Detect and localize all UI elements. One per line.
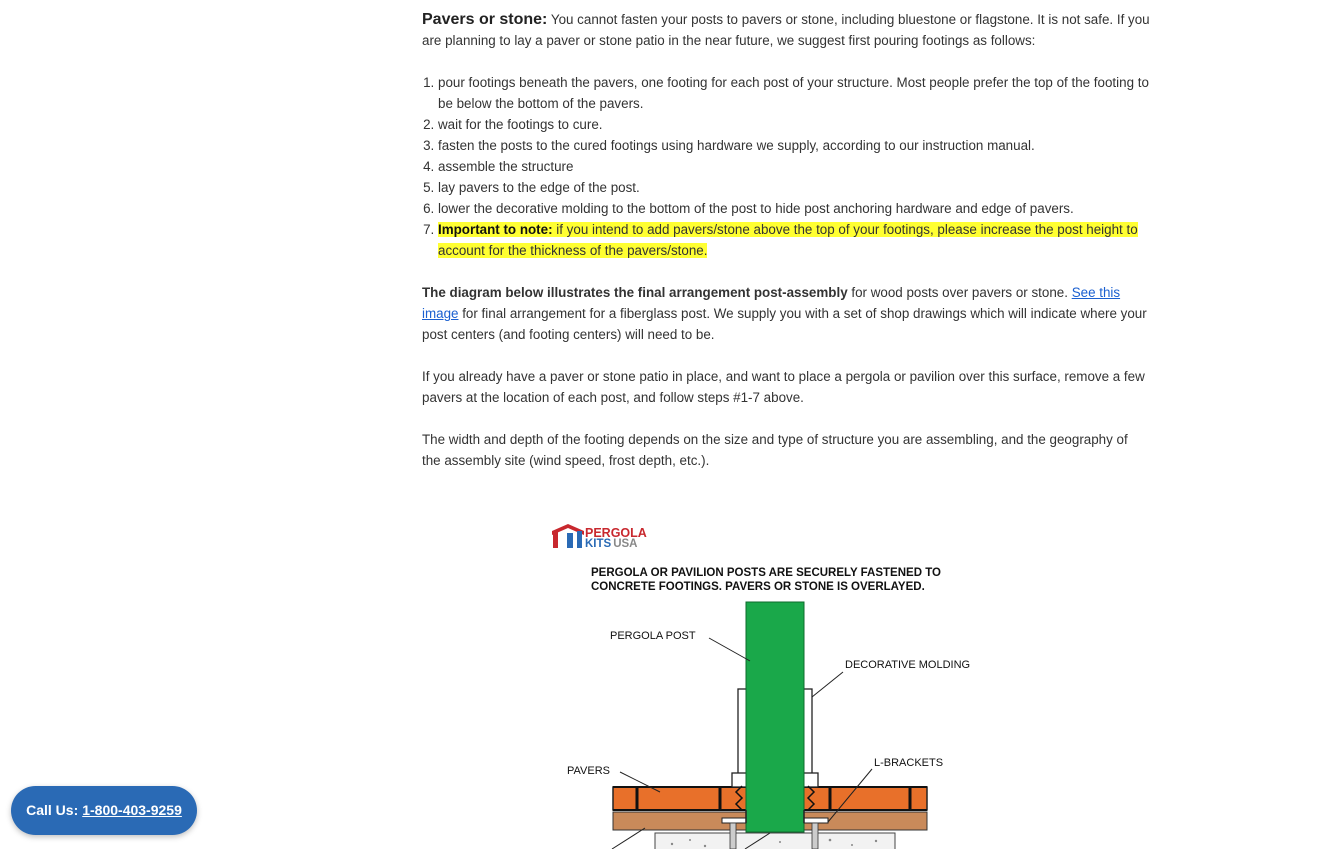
diagram-explanation-text-2: for final arrangement for a fiberglass post. We supply you with a set of shop drawings which will indicate where your post centers (and footing centers) will need to be.	[422, 306, 1147, 342]
leader-molding	[812, 672, 843, 697]
call-us-label: Call Us:	[26, 802, 79, 818]
article-content	[422, 9, 1150, 471]
existing-patio-paragraph: If you already have a paver or stone patio in place, and want to place a pergola or pavilion over this surface, remove a few pavers at the location of each post, and follow steps #1-7 above.	[422, 369, 1145, 405]
diagram-heading-line-1: PERGOLA OR PAVILION POSTS ARE SECURELY FASTENED TO	[591, 567, 941, 579]
post-footing-diagram	[545, 515, 1005, 849]
list-item: 5. lay pavers to the edge of the post.	[438, 177, 1150, 198]
leader-post	[709, 638, 750, 661]
diagram-explanation-text: for wood posts over pavers or stone.	[847, 285, 1072, 300]
diagram-explanation-paragraph	[422, 282, 1150, 345]
highlighted-note	[438, 222, 1138, 258]
pergola-kits-logo	[552, 524, 647, 550]
label-l-brackets: L-BRACKETS	[874, 757, 944, 769]
intro-text: You cannot fasten your posts to pavers or stone, including bluestone or flagstone. It is not safe. If you are planning to lay a paver or stone patio in the near future, we suggest first pouring footings as follows:	[422, 12, 1150, 48]
phone-link[interactable]: 1-800-403-9259	[82, 802, 182, 818]
list-item-important-note	[438, 219, 1150, 261]
label-decorative-molding: DECORATIVE MOLDING	[845, 659, 971, 671]
intro-paragraph	[422, 9, 1150, 51]
pergola-post	[746, 602, 804, 832]
leader-base	[612, 828, 645, 849]
logo-text-pergola: PERGOLA	[585, 526, 647, 540]
steps-list	[422, 72, 1150, 261]
list-item: 2. wait for the footings to cure.	[438, 114, 1150, 135]
label-pavers: PAVERS	[567, 765, 610, 777]
list-item: 3. fasten the posts to the cured footings using hardware we supply, according to our instruction manual.	[438, 135, 1150, 156]
logo-icon-blue	[567, 533, 573, 548]
list-item: 1. pour footings beneath the pavers, one footing for each post of your structure. Most people prefer the top of the footing to be below the bottom of the pavers.	[438, 72, 1150, 114]
label-pergola-post: PERGOLA POST	[610, 630, 696, 642]
logo-text-usa: USA	[613, 538, 638, 550]
list-item: 4. assemble the structure	[438, 156, 1150, 177]
note-text: if you intend to add pavers/stone above the top of your footings, please increase the post height to account for the thickness of the pavers/stone.	[438, 222, 1138, 258]
concrete-footing	[655, 833, 895, 849]
logo-icon-blue-2	[577, 531, 582, 548]
list-item: 6. lower the decorative molding to the bottom of the post to hide post anchoring hardware and edge of pavers.	[438, 198, 1150, 219]
diagram-heading-line-2: CONCRETE FOOTINGS. PAVERS OR STONE IS OVERLAYED.	[591, 581, 925, 593]
call-us-button[interactable]	[11, 786, 197, 835]
see-image-link[interactable]: See this image	[422, 285, 1121, 321]
diagram-explanation-bold: The diagram below illustrates the final arrangement post-assembly	[422, 285, 848, 300]
footing-size-paragraph: The width and depth of the footing depends on the size and type of structure you are assembling, and the geography of the assembly site (wind speed, frost depth, etc.).	[422, 432, 1128, 468]
logo-text-kits: KITS	[585, 538, 612, 550]
note-label: Important to note:	[438, 222, 553, 237]
section-title: Pavers or stone:	[422, 11, 548, 28]
